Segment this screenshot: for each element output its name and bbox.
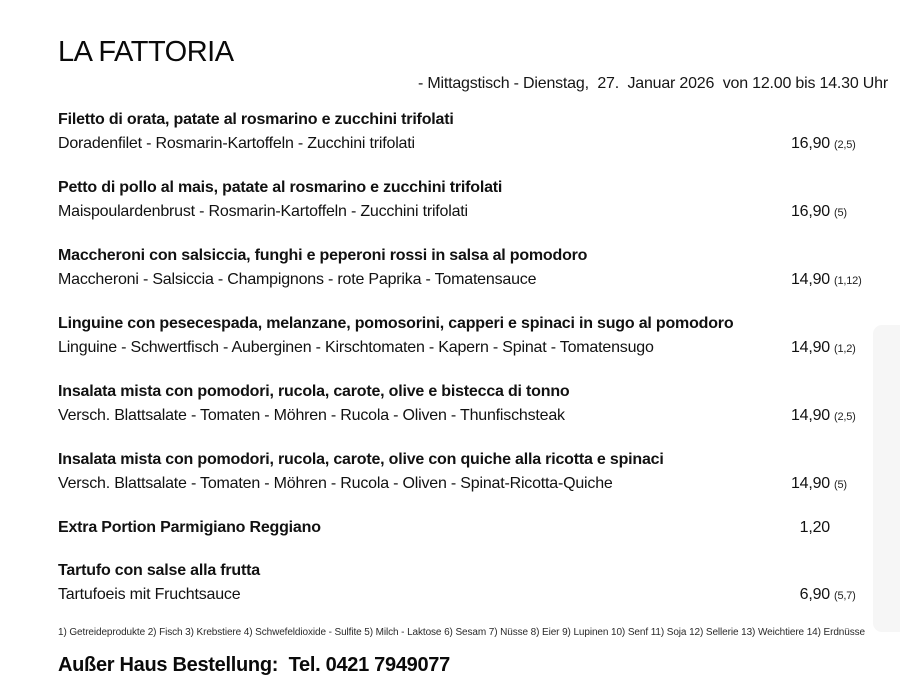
menu-item xyxy=(58,559,864,608)
price-block xyxy=(782,404,864,429)
menu-item xyxy=(58,108,864,157)
price: 6,90 xyxy=(799,586,830,603)
dish-line-german xyxy=(58,583,864,608)
menu-item-list xyxy=(58,108,864,608)
dish-name-german: Maispoulardenbrust - Rosmarin-Kartoffeln - Zucchini trifolati xyxy=(58,203,468,220)
dish-name-italian: Petto di pollo al mais, patate al rosmarino e zucchini trifolati xyxy=(58,179,503,196)
dish-name-german: Doradenfilet - Rosmarin-Kartoffeln - Zucchini trifolati xyxy=(58,135,415,152)
allergen-codes: (5) xyxy=(834,207,847,219)
dish-name-italian: Maccheroni con salsiccia, funghi e peperoni rossi in salsa al pomodoro xyxy=(58,247,588,264)
dish-line-german xyxy=(58,268,864,293)
dish-name-german: Linguine - Schwertfisch - Auberginen - Kirschtomaten - Kapern - Spinat - Tomatensugo xyxy=(58,339,654,356)
allergen-codes: (5) xyxy=(834,479,847,491)
dish-name-german: Tartufoeis mit Fruchtsauce xyxy=(58,586,241,603)
dish-line-german xyxy=(58,404,864,429)
takeaway-phone-line: Außer Haus Bestellung: Tel. 0421 7949077 xyxy=(58,654,450,676)
restaurant-name: LA FATTORIA xyxy=(58,36,234,68)
price: 14,90 xyxy=(790,475,830,492)
allergen-codes: (5,7) xyxy=(834,590,856,602)
dish-line-german xyxy=(58,132,864,157)
price: 16,90 xyxy=(790,135,830,152)
dish-name-german: Versch. Blattsalate - Tomaten - Möhren - Rucola - Oliven - Spinat-Ricotta-Quiche xyxy=(58,475,613,492)
menu-item-extra xyxy=(58,516,864,540)
menu-item xyxy=(58,176,864,225)
allergen-codes: (1,12) xyxy=(834,275,862,287)
price-block xyxy=(782,200,864,225)
menu-item xyxy=(58,448,864,497)
dish-name-italian: Tartufo con salse alla frutta xyxy=(58,562,260,579)
dish-line-german xyxy=(58,472,864,497)
price-block xyxy=(782,472,864,497)
allergen-legend: 1) Getreideprodukte 2) Fisch 3) Krebstiere 4) Schwefeldioxide - Sulfite 5) Milch - Laktose 6) Sesam 7) Nüsse 8) Eier 9) Lupinen 10) Senf 11) Soja 12) Sellerie 13) Weichtiere 14) Erdnüsse xyxy=(58,627,865,638)
price: 1,20 xyxy=(799,519,830,536)
allergen-codes: (1,2) xyxy=(834,343,856,355)
price: 16,90 xyxy=(790,203,830,220)
price-block xyxy=(782,336,864,361)
price: 14,90 xyxy=(790,271,830,288)
menu-item xyxy=(58,380,864,429)
dish-line-german xyxy=(58,200,864,225)
dish-name-italian: Insalata mista con pomodori, rucola, carote, olive con quiche alla ricotta e spinaci xyxy=(58,451,664,468)
dish-name-german: Versch. Blattsalate - Tomaten - Möhren - Rucola - Oliven - Thunfischsteak xyxy=(58,407,565,424)
price-block xyxy=(782,583,864,608)
dish-name-italian: Filetto di orata, patate al rosmarino e zucchini trifolati xyxy=(58,111,454,128)
dish-name-italian: Insalata mista con pomodori, rucola, carote, olive e bistecca di tonno xyxy=(58,383,570,400)
dish-line-single xyxy=(58,516,864,540)
allergen-codes: (2,5) xyxy=(834,139,856,151)
price-block xyxy=(782,132,864,157)
price-block xyxy=(782,516,864,540)
menu-item xyxy=(58,244,864,293)
dish-name-german: Maccheroni - Salsiccia - Champignons - rote Paprika - Tomatensauce xyxy=(58,271,537,288)
dish-name-italian: Linguine con pesecespada, melanzane, pomosorini, capperi e spinaci in sugo al pomodoro xyxy=(58,315,734,332)
price-block xyxy=(782,268,864,293)
dish-line-german xyxy=(58,336,864,361)
allergen-codes: (2,5) xyxy=(834,411,856,423)
dish-name-italian: Extra Portion Parmigiano Reggiano xyxy=(58,519,321,536)
menu-item xyxy=(58,312,864,361)
price: 14,90 xyxy=(790,407,830,424)
menu-date-line: - Mittagstisch - Dienstag, 27. Januar 2026 von 12.00 bis 14.30 Uhr xyxy=(417,75,888,92)
price: 14,90 xyxy=(790,339,830,356)
